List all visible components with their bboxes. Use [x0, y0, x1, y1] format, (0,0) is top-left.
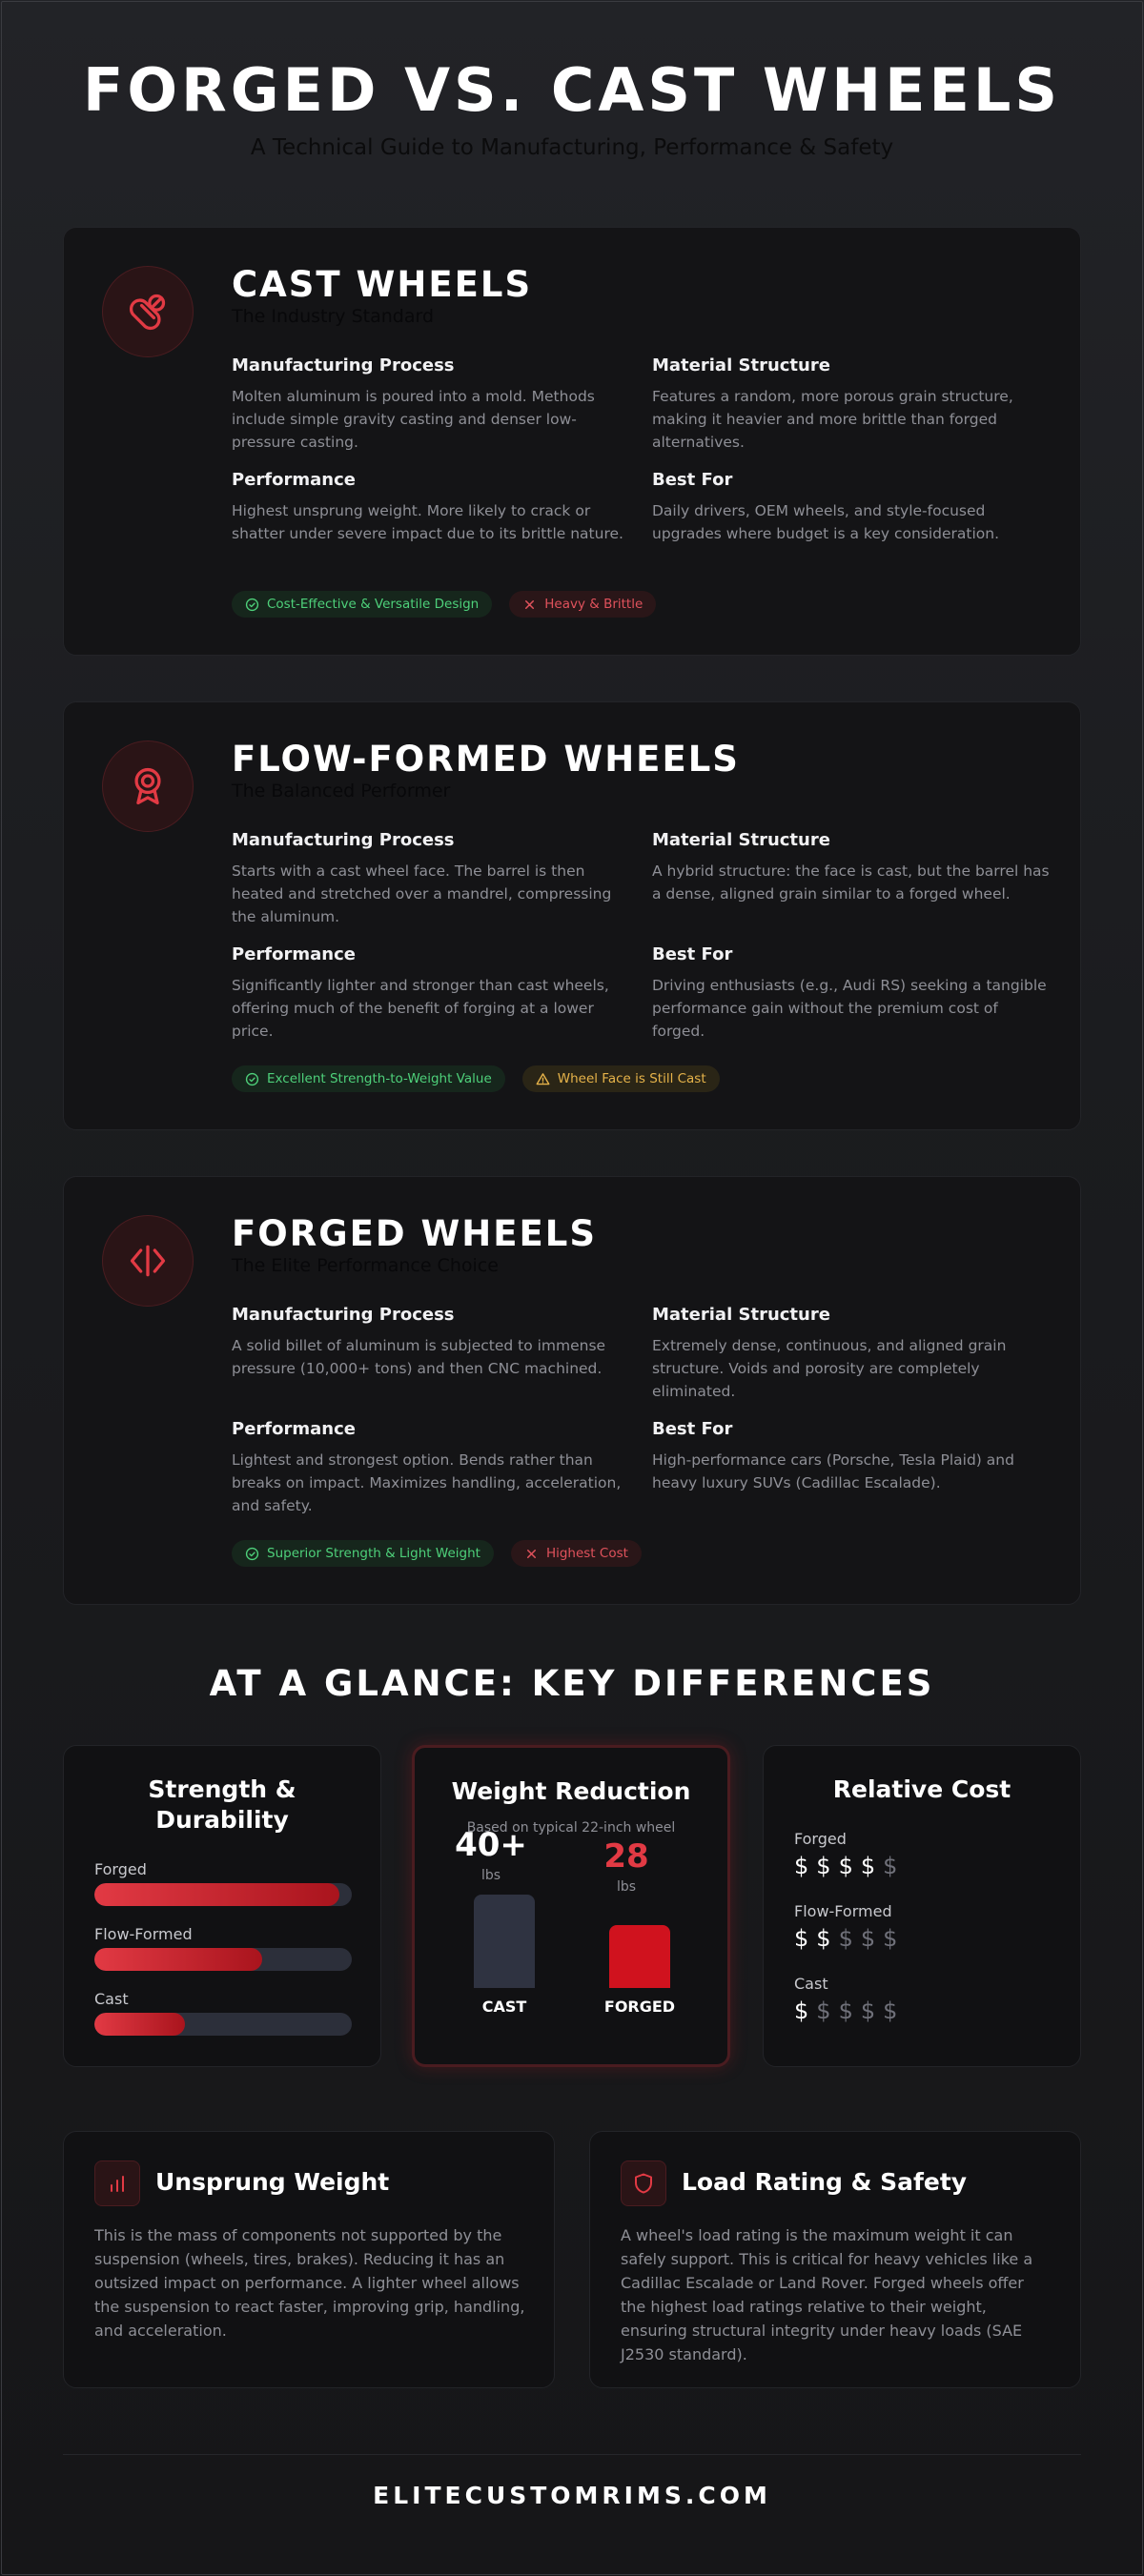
check-circle-icon — [245, 1072, 259, 1086]
dollar-filled: $ — [794, 1853, 811, 1879]
pro-badge — [232, 1540, 494, 1567]
dollar-empty: $ — [883, 1853, 900, 1879]
strength-title: Strength & Durability — [148, 1775, 296, 1834]
card-tagline: The Elite Performance Choice — [232, 1255, 499, 1276]
info-title: Unsprung Weight — [155, 2168, 390, 2196]
dollar-empty: $ — [838, 1925, 855, 1952]
con-badge — [509, 591, 656, 618]
section-heading: Material Structure — [652, 830, 830, 850]
weight-title: Weight Reduction — [451, 1777, 691, 1805]
section-text: Features a random, more porous grain structure, making it heavier and more brittle than forged alternatives. — [652, 388, 1013, 451]
cost-rating-forged — [794, 1853, 905, 1879]
section-text: Extremely dense, continuous, and aligned grain structure. Voids and porosity are completely eliminated. — [652, 1337, 1007, 1400]
section-text: A solid billet of aluminum is subjected to immense pressure (10,000+ tons) and then CNC machined. — [232, 1337, 606, 1377]
material-section — [652, 830, 1052, 905]
section-heading: Manufacturing Process — [232, 355, 455, 375]
shield-icon — [621, 2160, 666, 2206]
card-tagline: The Balanced Performer — [232, 781, 451, 801]
performance-section — [232, 470, 632, 545]
glance-title: AT A GLANCE: KEY DIFFERENCES — [209, 1663, 935, 1704]
strength-bar-cast — [94, 2013, 352, 2036]
info-text: A wheel's load rating is the maximum weight it can safely support. This is critical for heavy vehicles like a Cadillac Escalade or Land Rover. Forged wheels offer the highest load ratings relative to their weight, ensuring structural integrity under heavy loads (SAE J2530 standard). — [621, 2226, 1033, 2363]
section-heading: Performance — [232, 470, 356, 490]
cost-label-cast: Cast — [794, 1975, 828, 1993]
cost-rating-flow-formed — [794, 1925, 905, 1952]
manufacturing-section — [232, 830, 632, 928]
forged-wheels-card — [63, 1176, 1081, 1605]
check-circle-icon — [245, 598, 259, 612]
warning-badge — [522, 1065, 720, 1092]
footer-brand: ELITECUSTOMRIMS.COM — [373, 2482, 771, 2509]
section-heading: Best For — [652, 470, 733, 490]
section-text: High-performance cars (Porsche, Tesla Plaid) and heavy luxury SUVs (Cadillac Escalade). — [652, 1451, 1014, 1491]
forged-weight-unit: lbs — [616, 1879, 637, 1895]
x-icon — [524, 1547, 539, 1561]
cost-label-flow-formed: Flow-Formed — [794, 1902, 892, 1920]
card-title: FLOW-FORMED WHEELS — [232, 739, 740, 780]
dollar-empty: $ — [838, 1998, 855, 2024]
weight-subtitle: Based on typical 22-inch wheel — [466, 1820, 676, 1836]
section-heading: Manufacturing Process — [232, 1305, 455, 1325]
bar-chart-icon — [94, 2160, 140, 2206]
con-badge — [511, 1540, 642, 1567]
section-heading: Performance — [232, 944, 356, 964]
warning-badge-label: Wheel Face is Still Cast — [557, 1071, 706, 1086]
award-ribbon-icon — [102, 740, 194, 832]
strength-label-forged: Forged — [94, 1860, 147, 1878]
best-for-section — [652, 1419, 1052, 1494]
flow-formed-wheels-card — [63, 701, 1081, 1130]
cast-wheels-card — [63, 227, 1081, 656]
performance-section — [232, 1419, 632, 1517]
dollar-empty: $ — [860, 1925, 878, 1952]
relative-cost-card — [763, 1745, 1081, 2067]
cast-weight-value: 40+ — [455, 1826, 527, 1864]
card-tagline: The Industry Standard — [232, 306, 435, 327]
dollar-filled: $ — [838, 1853, 855, 1879]
cost-rating-cast — [794, 1998, 905, 2024]
cost-label-forged: Forged — [794, 1830, 847, 1848]
section-heading: Best For — [652, 944, 733, 964]
unsprung-weight-card — [63, 2131, 555, 2388]
dollar-empty: $ — [860, 1998, 878, 2024]
cost-title: Relative Cost — [832, 1775, 1011, 1803]
strength-bar-forged — [94, 1883, 352, 1906]
dollar-filled: $ — [816, 1853, 833, 1879]
section-text: Driving enthusiasts (e.g., Audi RS) seeking a tangible performance gain without the premium cost of forged. — [652, 977, 1047, 1040]
strength-card — [63, 1745, 381, 2067]
manufacturing-section — [232, 1305, 632, 1380]
section-heading: Material Structure — [652, 1305, 830, 1325]
section-text: Lightest and strongest option. Bends rather than breaks on impact. Maximizes handling, acceleration, and safety. — [232, 1451, 622, 1514]
section-heading: Manufacturing Process — [232, 830, 455, 850]
card-title: CAST WHEELS — [232, 264, 533, 305]
section-heading: Material Structure — [652, 355, 830, 375]
pro-badge — [232, 591, 492, 618]
section-text: Molten aluminum is poured into a mold. Methods include simple gravity casting and denser low-pressure casting. — [232, 388, 595, 451]
material-section — [652, 355, 1052, 454]
cast-weight-bar — [474, 1895, 535, 1988]
section-text: Daily drivers, OEM wheels, and style-focused upgrades where budget is a key consideration. — [652, 502, 1000, 542]
info-title: Load Rating & Safety — [682, 2168, 968, 2196]
forged-weight-value: 28 — [603, 1837, 649, 1876]
cast-weight-unit: lbs — [480, 1868, 501, 1883]
pro-badge — [232, 1065, 505, 1092]
best-for-section — [652, 944, 1052, 1043]
strength-label-cast: Cast — [94, 1990, 129, 2008]
strength-fill — [94, 2013, 185, 2036]
pro-badge-label: Excellent Strength-to-Weight Value — [267, 1071, 492, 1086]
dollar-filled: $ — [794, 1998, 811, 2024]
x-icon — [522, 598, 537, 612]
footer-divider — [63, 2454, 1081, 2455]
con-badge-label: Heavy & Brittle — [544, 597, 644, 612]
material-section — [652, 1305, 1052, 1403]
dollar-empty: $ — [816, 1998, 833, 2024]
card-title: FORGED WHEELS — [232, 1213, 598, 1254]
section-text: Starts with a cast wheel face. The barrel is then heated and stretched over a mandrel, compressing the aluminum. — [232, 862, 612, 925]
pill-capsule-icon — [102, 266, 194, 357]
best-for-section — [652, 470, 1052, 545]
section-text: Highest unsprung weight. More likely to crack or shatter under severe impact due to its brittle nature. — [232, 502, 623, 542]
load-rating-card — [589, 2131, 1081, 2388]
dollar-filled: $ — [860, 1853, 878, 1879]
strength-bar-flow-formed — [94, 1948, 352, 1971]
page-subtitle: A Technical Guide to Manufacturing, Performance & Safety — [250, 135, 894, 160]
weight-reduction-card — [412, 1745, 730, 2067]
page-title: FORGED VS. CAST WHEELS — [82, 55, 1062, 125]
dollar-empty: $ — [883, 1998, 900, 2024]
pro-badge-label: Cost-Effective & Versatile Design — [267, 597, 480, 612]
dollar-filled: $ — [816, 1925, 833, 1952]
forged-weight-label: FORGED — [603, 1998, 676, 2016]
forged-weight-bar — [609, 1925, 670, 1988]
strength-label-flow-formed: Flow-Formed — [94, 1925, 193, 1943]
pro-badge-label: Superior Strength & Light Weight — [267, 1546, 480, 1561]
manufacturing-section — [232, 355, 632, 454]
dollar-filled: $ — [794, 1925, 811, 1952]
cast-weight-label: CAST — [481, 1998, 527, 2016]
section-heading: Best For — [652, 1419, 733, 1439]
section-text: Significantly lighter and stronger than cast wheels, offering much of the benefit of forging at a lower price. — [232, 977, 609, 1040]
warning-triangle-icon — [536, 1072, 550, 1086]
strength-fill — [94, 1948, 262, 1971]
info-text: This is the mass of components not supported by the suspension (wheels, tires, brakes). Reducing it has an outsized impact on performance. A lighter wheel allows the suspension to react faster, improving grip, handling, and acceleration. — [94, 2226, 525, 2340]
section-heading: Performance — [232, 1419, 356, 1439]
con-badge-label: Highest Cost — [545, 1546, 628, 1561]
section-text: A hybrid structure: the face is cast, but the barrel has a dense, aligned grain similar to a forged wheel. — [652, 862, 1050, 903]
strength-fill — [94, 1883, 339, 1906]
check-circle-icon — [245, 1547, 259, 1561]
code-brackets-icon — [102, 1215, 194, 1307]
performance-section — [232, 944, 632, 1043]
dollar-empty: $ — [883, 1925, 900, 1952]
